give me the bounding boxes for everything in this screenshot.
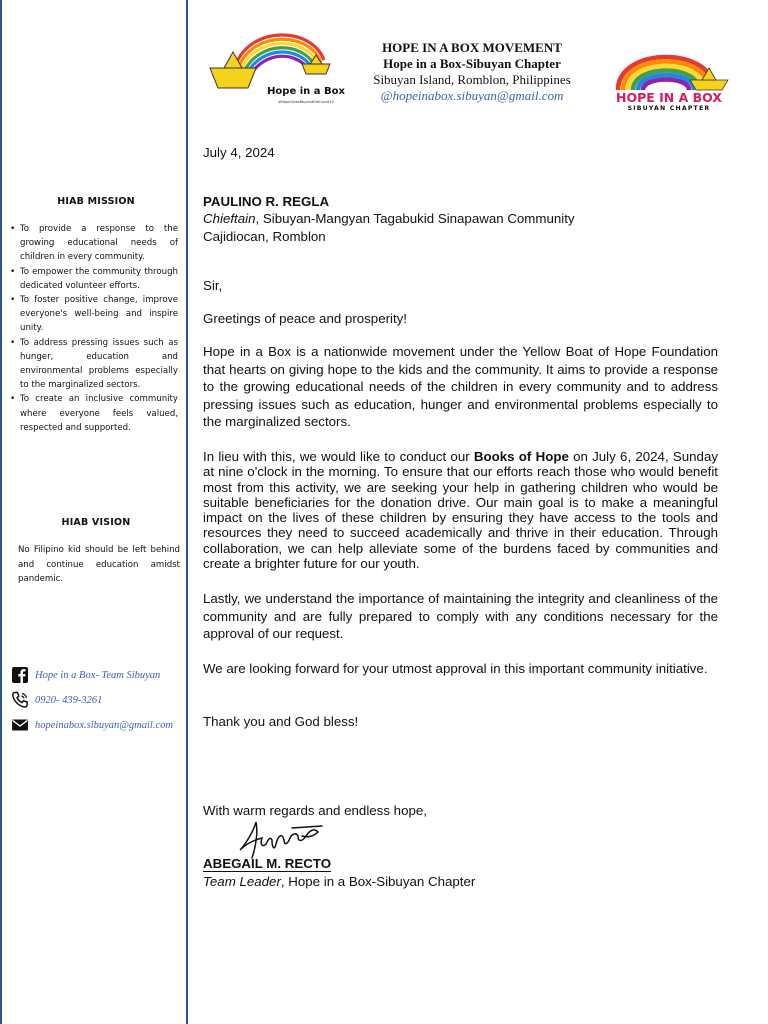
recipient-name: PAULINO R. REGLA [203,194,330,209]
envelope-icon [11,716,29,734]
org-location: Sibuyan Island, Romblon, Philippines [373,72,571,87]
paragraph-approval: We are looking forward for your utmost approval in this important community initiative. [203,661,708,676]
signer-name [203,855,718,873]
email-link[interactable]: hopeinabox.sibuyan@gmail.com [35,719,173,731]
org-email[interactable]: @hopeinabox.sibuyan@gmail.com [380,88,564,103]
sidebar [0,0,188,1024]
paragraph-compliance: Lastly, we understand the importance of maintaining the integrity and cleanliness of the community and are fully prepared to comply with any conditions necessary for the approval of our request. [203,591,718,641]
contact-phone[interactable] [11,690,196,710]
paragraph-request [203,449,718,571]
recipient-title: Chieftain [203,211,256,226]
signer-org: , Hope in a Box-Sibuyan Chapter [280,874,476,889]
recipient-position [203,210,718,228]
org-title: HOPE IN A BOX MOVEMENT [382,40,562,55]
recipient-org: , Sibuyan-Mangyan Tagabukid Sinapawan Community [255,211,575,226]
hope-in-a-box-logo [206,30,356,110]
letter-date: July 4, 2024 [203,145,275,160]
signer-position [203,873,718,891]
signer-name-text: ABEGAIL M. RECTO [203,856,332,871]
letterhead [350,40,594,104]
vision-title: HIAB VISION [61,517,131,528]
phone-icon [11,691,29,709]
paragraph-request-start: In lieu with this, we would like to conduct our [203,449,474,464]
recipient-address: Cajidiocan, Romblon [203,229,326,244]
vision-text: No Filipino kid should be left behind and continue education amidst pandemic. [18,545,180,585]
contact-facebook[interactable] [11,665,196,685]
sibuyan-chapter-logo [604,36,734,112]
mission-list [10,222,178,435]
logo-right-text: HOPE IN A BOX [616,90,722,105]
paragraph-intro: Hope in a Box is a nationwide movement under the Yellow Boat of Hope Foundation that hearts on giving hope to the kids and the community. It aims to provide a response to the growing educational needs of the children in every community and to address pressing issues such as education, hunger and environmental problems especially to the marginalized sectors. [203,344,718,429]
event-name: Books of Hope [473,449,569,464]
mission-item: • To foster positive change, improve everyone's well-being and inspire unity. [10,293,178,336]
thanks-line: Thank you and God bless! [203,714,359,729]
mission-item: • To address pressing issues such as hunger, education and environmental problems especially to the marginalized sectors. [10,336,178,393]
salutation: Sir, [203,278,223,293]
mission-title: HIAB MISSION [57,196,135,207]
chapter-name: Hope in a Box-Sibuyan Chapter [383,56,561,71]
mission-item: • To provide a response to the growing educational needs of children in every community. [10,222,178,265]
mission-item: • To empower the community through dedicated volunteer efforts. [10,265,178,293]
logo-right-sub: SIBUYAN CHAPTER [627,105,711,112]
contact-email[interactable] [11,715,196,735]
facebook-link[interactable]: Hope in a Box- Team Sibuyan [35,669,161,681]
facebook-icon [11,666,29,684]
paragraph-request-rest: on July 6, 2024, Sunday at nine o'clock in the morning. To ensure that our efforts reach those who would benefit most from this activity, we are seeking your help in gathering children who would be suitable beneficiaries for the donation drive. Our main goal is to make a meaningful impact on the lives of these children by ensuring they have access to the tools and resources they need to succeed academically and thrive in their education. Through collaboration, we can help alleviate some of the burdens faced by communities and create a brighter future for our youth. [203,449,718,572]
greeting: Greetings of peace and prosperity! [203,311,408,326]
logo-left-text: Hope in a Box [267,86,345,97]
logo-left-hashtag: #HopeGoesBeyondtheCovid19 [278,100,334,104]
phone-number[interactable]: 0920- 439-3261 [35,694,103,706]
closing-line: With warm regards and endless hope, [203,803,427,818]
signer-title: Team Leader [203,874,281,889]
mission-item: • To create an inclusive community where everyone feels valued, respected and supported. [10,392,178,435]
